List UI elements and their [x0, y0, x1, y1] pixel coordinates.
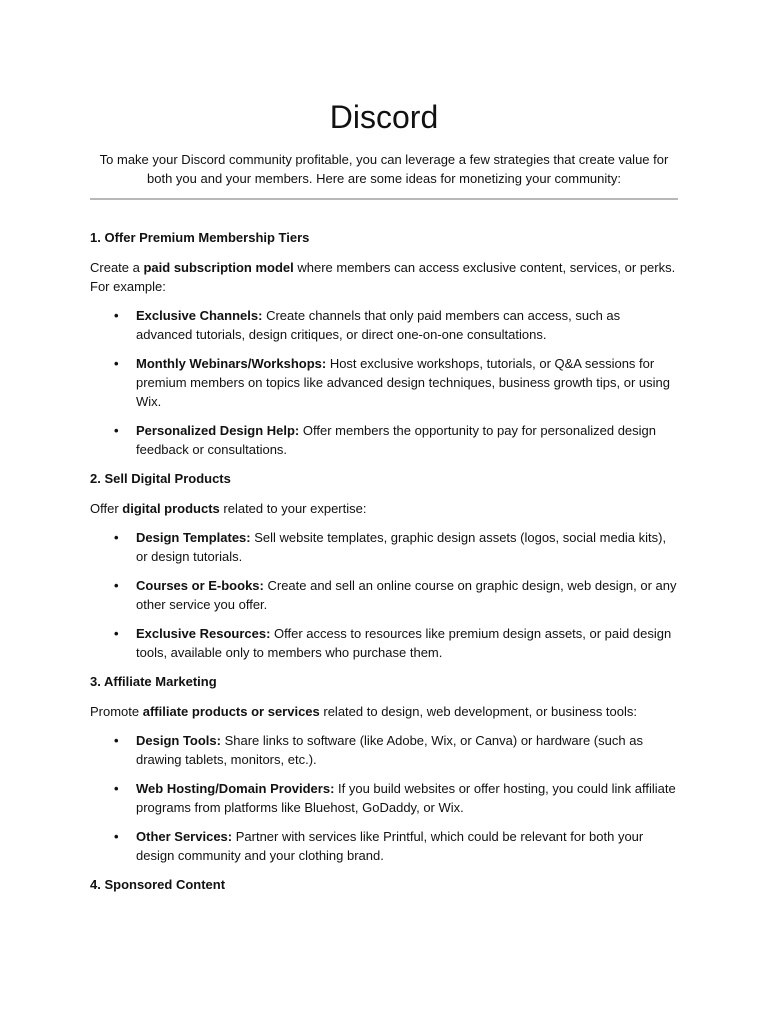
- section-affiliate-marketing: [90, 672, 680, 865]
- list-item-text: Create channels that only paid members can access, such as advanced tutorials, design critiques, or direct one-on-one consultations.: [136, 308, 621, 342]
- bullet-icon: •: [114, 308, 119, 323]
- list-item: [114, 731, 680, 769]
- section-heading: 3. Affiliate Marketing: [90, 674, 217, 689]
- paragraph-text: Offer: [90, 501, 123, 516]
- bullet-list: [90, 731, 680, 865]
- section-heading: 1. Offer Premium Membership Tiers: [90, 230, 310, 245]
- list-item: [114, 576, 680, 614]
- section-paragraph: [90, 258, 680, 296]
- list-item: [114, 624, 680, 662]
- list-item: [114, 528, 680, 566]
- bullet-icon: •: [114, 733, 119, 748]
- list-item-label: Exclusive Resources:: [136, 626, 271, 641]
- bullet-list: [90, 306, 680, 459]
- section-digital-products: [90, 469, 680, 662]
- list-item-text: Host exclusive workshops, tutorials, or Q&A sessions for premium members on topics like advanced design techniques, business growth tips, or using Wix.: [136, 356, 670, 409]
- list-item-label: Exclusive Channels:: [136, 308, 263, 323]
- list-item-label: Courses or E-books:: [136, 578, 264, 593]
- list-item-text: Create and sell an online course on graphic design, web design, or any other service you offer.: [136, 578, 677, 612]
- list-item-text: Sell website templates, graphic design assets (logos, social media kits), or design tutorials.: [136, 530, 667, 564]
- list-item: [114, 421, 680, 459]
- bullet-icon: •: [114, 356, 119, 371]
- section-paragraph: [90, 499, 680, 518]
- horizontal-divider: [90, 198, 678, 200]
- list-item-label: Other Services:: [136, 829, 233, 844]
- paragraph-text: Create a: [90, 260, 144, 275]
- list-item-label: Personalized Design Help:: [136, 423, 300, 438]
- section-heading: 4. Sponsored Content: [90, 877, 226, 892]
- list-item: [114, 827, 680, 865]
- paragraph-text: where members can access exclusive content, services, or perks. For example:: [90, 260, 676, 294]
- section-sponsored-content: [90, 875, 680, 894]
- list-item-label: Design Templates:: [136, 530, 251, 545]
- paragraph-emphasis: paid subscription model: [143, 260, 294, 275]
- page-title: Discord: [329, 99, 439, 135]
- paragraph-text: related to design, web development, or business tools:: [319, 704, 638, 719]
- bullet-icon: •: [114, 530, 119, 545]
- section-premium-membership: [90, 228, 680, 459]
- list-item: [114, 354, 680, 411]
- bullet-icon: •: [114, 423, 119, 438]
- bullet-icon: •: [114, 829, 119, 844]
- list-item-text: Share links to software (like Adobe, Wix, or Canva) or hardware (such as drawing tablets, monitors, etc.).: [136, 733, 643, 767]
- document-body: [90, 228, 680, 905]
- list-item: [114, 306, 680, 344]
- bullet-list: [90, 528, 680, 662]
- bullet-icon: •: [114, 578, 119, 593]
- bullet-icon: •: [114, 781, 119, 796]
- list-item-text: If you build websites or offer hosting, you could link affiliate programs from platforms like Bluehost, GoDaddy, or Wix.: [136, 781, 676, 815]
- section-paragraph: [90, 702, 680, 721]
- section-heading: 2. Sell Digital Products: [90, 471, 231, 486]
- paragraph-text: related to your expertise:: [219, 501, 367, 516]
- paragraph-emphasis: affiliate products or services: [142, 704, 320, 719]
- list-item-text: Partner with services like Printful, which could be relevant for both your design community and your clothing brand.: [136, 829, 644, 863]
- list-item-label: Design Tools:: [136, 733, 221, 748]
- list-item-text: Offer access to resources like premium design assets, or paid design tools, available only to members who purchase them.: [136, 626, 672, 660]
- paragraph-emphasis: digital products: [122, 501, 220, 516]
- list-item: [114, 779, 680, 817]
- bullet-icon: •: [114, 626, 119, 641]
- paragraph-text: Promote: [90, 704, 143, 719]
- list-item-label: Monthly Webinars/Workshops:: [136, 356, 327, 371]
- list-item-text: Offer members the opportunity to pay for personalized design feedback or consultations.: [136, 423, 656, 457]
- intro-paragraph: To make your Discord community profitable, you can leverage a few strategies that create value for both you and your members. Here are some ideas for monetizing your community:: [99, 152, 669, 186]
- list-item-label: Web Hosting/Domain Providers:: [136, 781, 335, 796]
